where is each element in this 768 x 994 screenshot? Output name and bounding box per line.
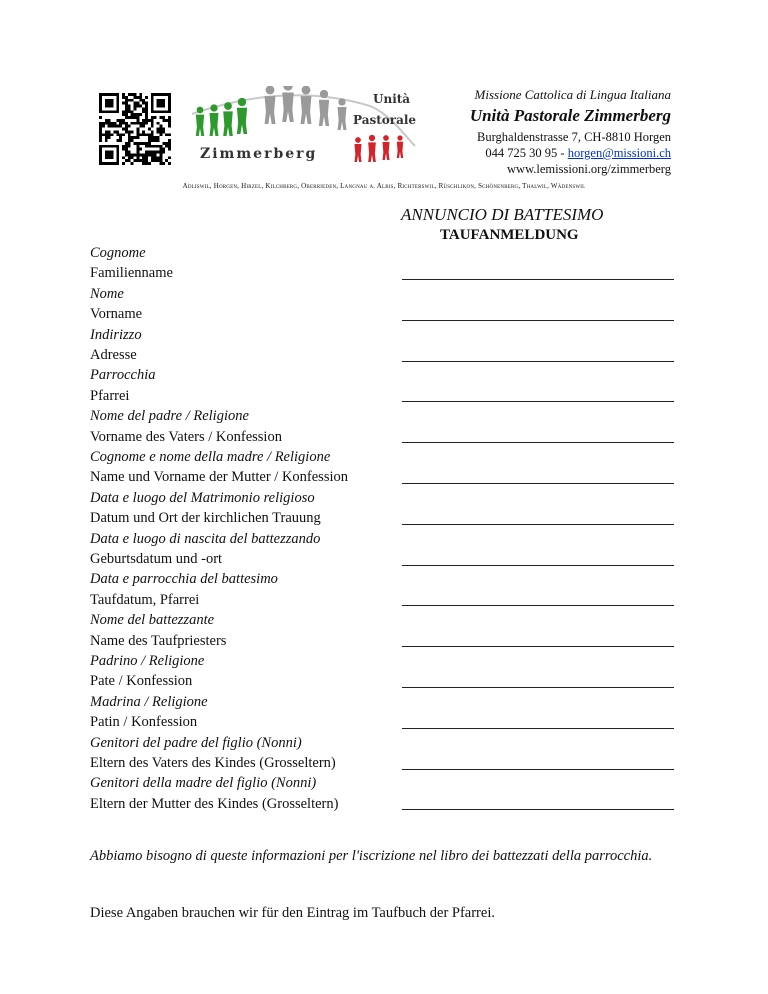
field-label-italian: Nome del padre / Religione xyxy=(90,408,249,425)
form-field xyxy=(90,447,690,488)
fill-in-line[interactable] xyxy=(402,605,674,606)
logo-word-unita: Unità xyxy=(373,92,411,106)
form-fields xyxy=(90,243,690,814)
fill-in-line[interactable] xyxy=(402,769,674,770)
note-german: Diese Angaben brauchen wir für den Eintrag im Taufbuch der Pfarrei. xyxy=(90,905,495,921)
fill-in-line[interactable] xyxy=(402,565,674,566)
phone: 044 725 30 95 - xyxy=(485,146,568,160)
qr-code xyxy=(95,93,175,165)
field-label-italian: Genitori della madre del figlio (Nonni) xyxy=(90,775,317,792)
fill-in-line[interactable] xyxy=(402,809,674,810)
field-label-german: Datum und Ort der kirchlichen Trauung xyxy=(90,510,321,527)
fill-in-line[interactable] xyxy=(402,401,674,402)
field-label-german: Geburtsdatum und -ort xyxy=(90,550,223,567)
form-field xyxy=(90,488,690,529)
fill-in-line[interactable] xyxy=(402,279,674,280)
field-label-italian: Data e luogo di nascita del battezzando xyxy=(90,530,321,547)
form-field xyxy=(90,365,690,406)
fill-in-line[interactable] xyxy=(402,524,674,525)
form-field xyxy=(90,610,690,651)
field-label-german: Vorname des Vaters / Konfession xyxy=(90,428,282,445)
website[interactable]: www.lemissioni.org/zimmerberg xyxy=(507,162,671,176)
villages-list: Adliswil, Horgen, Hirzel, Kilchberg, Oberrieden, Langnau a. Albis, Richterswil, Rüschlikon, Schönenberg, Thalwil, Wädenswil xyxy=(182,182,586,190)
field-label-italian: Genitori del padre del figlio (Nonni) xyxy=(90,734,302,751)
email-link[interactable]: horgen@missioni.ch xyxy=(567,146,671,160)
field-label-italian: Nome xyxy=(90,285,124,302)
field-label-italian: Padrino / Religione xyxy=(90,652,205,669)
form-field xyxy=(90,773,690,814)
field-label-german: Vorname xyxy=(90,306,143,323)
form-field xyxy=(90,569,690,610)
form-title: ANNUNCIO DI BATTESIMO xyxy=(401,205,604,224)
address: Burghaldenstrasse 7, CH-8810 Horgen xyxy=(477,130,671,144)
fill-in-line[interactable] xyxy=(402,483,674,484)
fill-in-line[interactable] xyxy=(402,646,674,647)
field-label-italian: Indirizzo xyxy=(90,326,142,343)
field-label-italian: Data e parrocchia del battesimo xyxy=(90,571,278,588)
phone-email-line xyxy=(470,145,671,161)
field-label-italian: Cognome e nome della madre / Religione xyxy=(90,448,331,465)
field-label-italian: Madrina / Religione xyxy=(90,693,208,710)
field-label-italian: Cognome xyxy=(90,245,146,261)
header-contact xyxy=(470,86,671,177)
fill-in-line[interactable] xyxy=(402,728,674,729)
logo-word-pastorale: Pastorale xyxy=(353,113,417,127)
fill-in-line[interactable] xyxy=(402,320,674,321)
form-field xyxy=(90,406,690,447)
form-field xyxy=(90,529,690,570)
field-label-german: Adresse xyxy=(90,346,137,363)
field-label-german: Name des Taufpriesters xyxy=(90,632,227,649)
field-label-german: Pate / Konfession xyxy=(90,673,193,690)
fill-in-line[interactable] xyxy=(402,687,674,688)
form-subtitle: TAUFANMELDUNG xyxy=(440,227,579,243)
logo-word-zimmerberg: Zimmerberg xyxy=(200,146,318,162)
field-label-german: Patin / Konfession xyxy=(90,714,198,731)
form-field xyxy=(90,733,690,774)
field-label-german: Taufdatum, Pfarrei xyxy=(90,591,200,608)
form-field xyxy=(90,284,690,325)
field-label-italian: Nome del battezzante xyxy=(90,612,215,629)
form-field xyxy=(90,651,690,692)
form-field xyxy=(90,243,690,284)
mission-name: Missione Cattolica di Lingua Italiana xyxy=(474,87,671,102)
fill-in-line[interactable] xyxy=(402,361,674,362)
field-label-german: Name und Vorname der Mutter / Konfession xyxy=(90,469,348,486)
form-field xyxy=(90,692,690,733)
org-name: Unità Pastorale Zimmerberg xyxy=(469,106,671,125)
field-label-italian: Data e luogo del Matrimonio religioso xyxy=(90,489,315,506)
fill-in-line[interactable] xyxy=(402,442,674,443)
field-label-german: Eltern der Mutter des Kindes (Grosseltern) xyxy=(90,795,339,812)
field-label-italian: Parrocchia xyxy=(90,367,156,384)
form-field xyxy=(90,325,690,366)
note-italian: Abbiamo bisogno di queste informazioni per l'iscrizione nel libro dei battezzati della parrocchia. xyxy=(90,848,653,864)
field-label-german: Familienname xyxy=(90,265,173,282)
field-label-german: Eltern des Vaters des Kindes (Grosseltern) xyxy=(90,754,336,771)
field-label-german: Pfarrei xyxy=(90,387,130,404)
